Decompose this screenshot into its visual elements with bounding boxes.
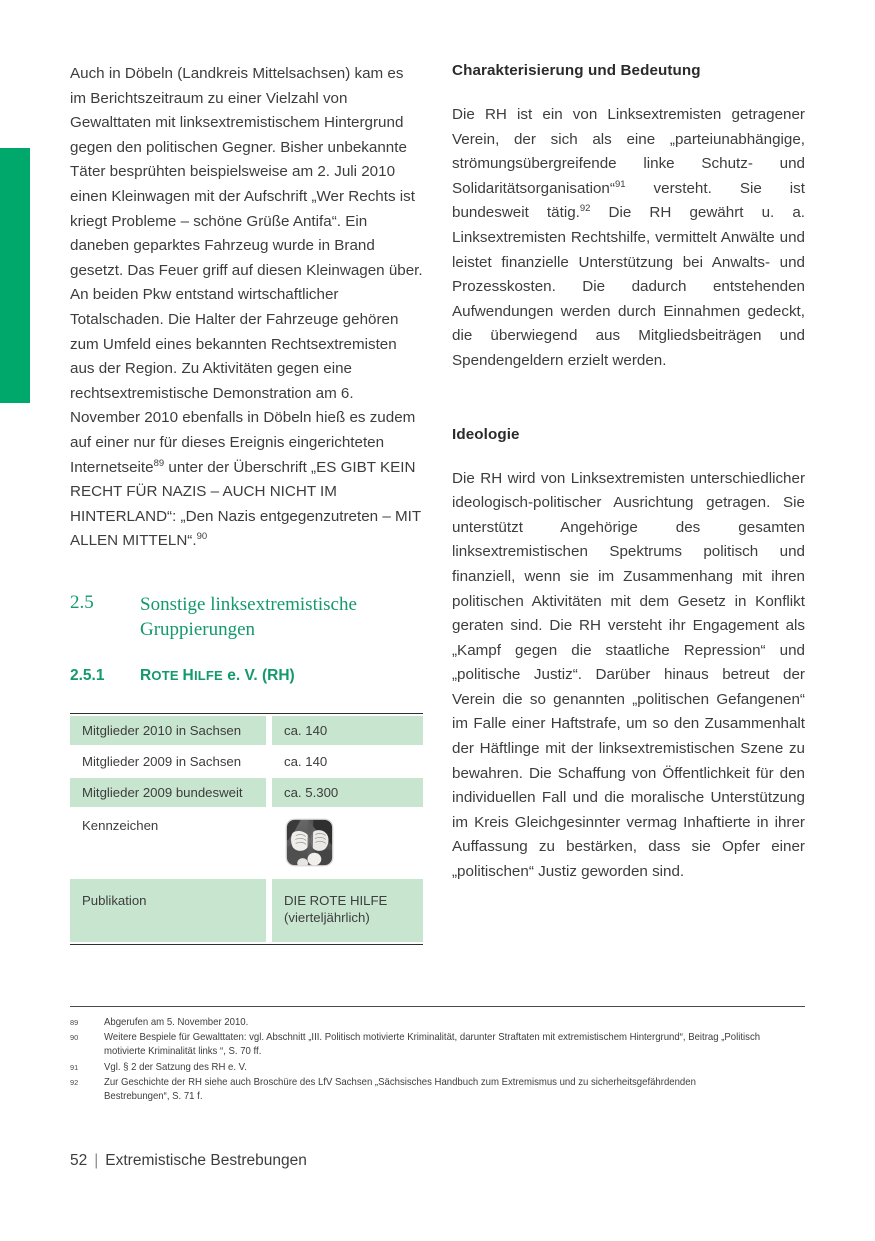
footnote-ref-90[interactable]: 90 (196, 531, 208, 543)
right-para1-part-a: Die RH ist ein von Linksextremisten getragener Verein, der sich als eine „parteiunabhängige, strömungsübergreifende linke Schutz- und Solidaritätsorganisation“ (452, 106, 805, 197)
page-footer (70, 1152, 307, 1170)
footnote-number: 92 (70, 1077, 79, 1087)
table-cell-value: ca. 140 (272, 747, 423, 776)
footer-section-title: Extremistische Bestrebungen (105, 1152, 307, 1169)
heading-2-5-1 (70, 667, 430, 685)
table-cell-value (272, 879, 423, 942)
footer-separator: | (94, 1152, 99, 1169)
footnote-item (70, 1031, 805, 1059)
table-cell-label: Mitglieder 2010 in Sachsen (70, 716, 266, 745)
table-cell-value (272, 809, 423, 877)
footnote-number: 90 (70, 1033, 79, 1043)
table-cell-label: Publikation (70, 879, 266, 942)
footnote-ref-91[interactable]: 91 (614, 178, 626, 190)
left-paragraph-part1: Auch in Döbeln (Landkreis Mittelsachsen) kam es im Berichtszeitraum zu einer Vielzahl von Gewalttaten mit linksextremistischem Hintergrund gegen den politischen Gegner. Bisher unbekannte Täter besprühten beispielsweise am 2. Juli 2010 einen Kleinwagen mit der Aufschrift „Wer Rechts ist kriegt Probleme – schöne Grüße Antifa“. Ein daneben geparktes Fahrzeug wurde in Brand gesetzt. Das Feuer griff auf diesen Kleinwagen über. An beiden Pkw entstand wirtschaftlicher Totalschaden. Die Halter der Fahrzeuge gehören zum Umfeld eines bekannten Rechtsextremisten aus der Region. Zu Aktivitäten gegen eine rechtsextremistische Demonstration am 6. November 2010 ebenfalls in Döbeln hieß es zudem auf einer nur für dieses Ereignis eingerichteten Internetseite (70, 65, 423, 476)
right-paragraph-2: Die RH wird von Linksextremisten unterschiedlicher ideologisch-politischer Ausrichtung getragen. Sie unterstützt Angehörige des gesamten linksextremistischen Spektrums politisch und finanziell, wenn sie im Zusammenhang mit ihren politischen Aktivitäten mit dem Gesetz in Konflikt geraten sind. Die RH versteht ihr Engagement als „Kampf gegen die staatliche Repression“ und „politische Justiz“. Darüber hinaus betreut der Verein die so genannten „politischen Gefangenen“ im Falle einer Haftstrafe, um so den Zusammenhalt der Häftlinge mit der linksextremistischen Szene zu bewahren. Die Schaffung von Öffentlichkeit für den individuellen Fall und die moralische Unterstützung im Kreis Gleichgesinnter vermag Inhaftierte in ihrer Auffassung zu bestärken, dass sie Opfer einer „politischen“ Justiz geworden sind. (452, 469, 805, 881)
heading-2-5-text: Sonstige linksextremistische Gruppierungen (140, 594, 357, 640)
table-row (70, 747, 423, 776)
footnote-text: Vgl. § 2 der Satzung des RH e. V. (104, 1061, 247, 1073)
table-cell-value: ca. 5.300 (272, 778, 423, 807)
footnote-text: Zur Geschichte der RH siehe auch Broschüre des LfV Sachsen „Sächsisches Handbuch zum Extremismus und zu sicherheitsgefährdenden Bestrebungen“, S. 71 f. (104, 1076, 696, 1103)
table-cell-label: Kennzeichen (70, 809, 266, 877)
subheading-ideologie: Ideologie (452, 425, 520, 443)
heading-2-5-1-smallcaps: ROTE HILFE (140, 667, 223, 684)
right-para1-part-b: versteht. Sie ist bundesweit tätig. (452, 179, 805, 222)
section-spacer (452, 374, 805, 426)
table-row (70, 778, 423, 807)
heading-2-5-1-normal: e. V. (RH) (222, 667, 295, 684)
heading-2-5 (70, 592, 430, 642)
table-row (70, 809, 423, 877)
right-para1-part-c: Die RH gewährt u. a. Linksextremisten Rechtshilfe, vermittelt Anwälte und leistet finanzielle Unterstützung bei Anwalts- und Prozesskosten. Die dadurch entstehenden Aufwendungen werden durch Einnahmen gedeckt, die überwiegend aus Mitgliedsbeiträgen und Spendengeldern erzielt werden. (452, 204, 805, 369)
left-column (70, 62, 423, 925)
table-cell-value: ca. 140 (272, 716, 423, 745)
page-number: 52 (70, 1152, 88, 1169)
publication-frequency: (vierteljährlich) (284, 910, 370, 925)
footnote-item (70, 1016, 805, 1030)
heading-2-5-1-text (140, 667, 430, 685)
rote-hilfe-logo-icon (285, 818, 334, 867)
left-paragraph-part2: unter der Überschrift „ES GIBT KEIN RECHT FÜR NAZIS – AUCH NICHT IM HINTERLAND“: „Den Nazis entgegenzutreten – MIT ALLEN MITTELN“. (70, 458, 421, 550)
footnote-ref-89[interactable]: 89 (153, 457, 165, 469)
right-column (452, 62, 805, 885)
heading-2-5-number: 2.5 (70, 592, 94, 613)
two-column-body (70, 62, 805, 942)
publication-name: DIE ROTE HILFE (284, 893, 388, 908)
footnote-number: 89 (70, 1018, 79, 1027)
right-paragraph-1 (452, 103, 805, 374)
footnote-text: Abgerufen am 5. November 2010. (104, 1017, 249, 1028)
footnote-text: Weitere Bespiele für Gewalttaten: vgl. Abschnitt „III. Politisch motivierte Kriminalität, darunter Straftaten mit extremistischem Hintergrund“, Beitrag „Politisch motivierte Kriminalität links “, S. 70 ff. (104, 1032, 761, 1058)
footnote-number: 91 (70, 1062, 79, 1072)
heading-2-5-1-number: 2.5.1 (70, 667, 105, 684)
table-cell-label: Mitglieder 2009 bundesweit (70, 778, 266, 807)
subheading-charakterisierung: Charakterisierung und Bedeutung (452, 62, 701, 79)
table-row (70, 716, 423, 745)
footnote-ref-92[interactable]: 92 (579, 203, 591, 215)
table-row (70, 879, 423, 942)
table-cell-label: Mitglieder 2009 in Sachsen (70, 747, 266, 776)
footnote-item (70, 1076, 805, 1104)
left-column-paragraph (70, 62, 423, 554)
chapter-edge-tab (0, 148, 30, 403)
footnote-item (70, 1061, 805, 1075)
footnote-block (70, 1006, 805, 1105)
fact-table (70, 713, 423, 945)
